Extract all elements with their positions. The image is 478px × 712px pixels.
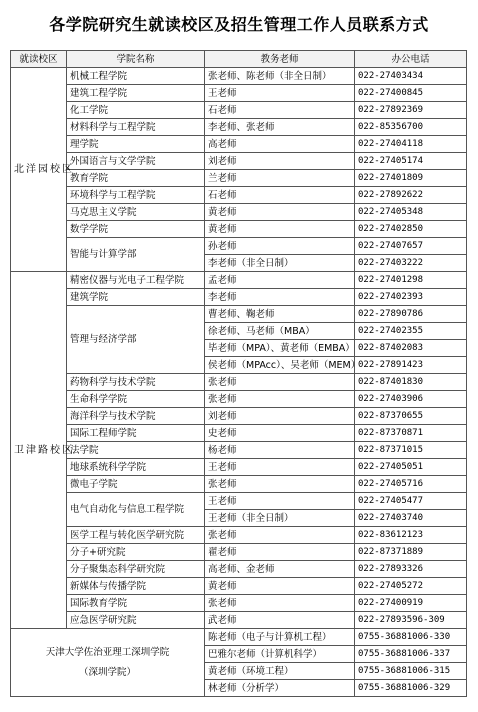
phone-cell: 022-27892622 xyxy=(355,187,467,204)
phone-cell: 022-27403434 xyxy=(355,68,467,85)
phone-cell: 022-27403906 xyxy=(355,391,467,408)
teacher-cell: 毕老师（MPA）、黄老师（EMBA） xyxy=(205,340,355,357)
teacher-cell: 王老师 xyxy=(205,85,355,102)
campus-subname: （深圳学院） xyxy=(78,666,136,678)
college-cell: 化工学院 xyxy=(67,102,205,119)
teacher-cell: 李老师 xyxy=(205,289,355,306)
teacher-cell: 林老师（分析学） xyxy=(205,680,355,697)
college-cell: 管理与经济学部 xyxy=(67,306,205,374)
college-cell: 环境科学与工程学院 xyxy=(67,187,205,204)
table-row xyxy=(11,459,467,476)
phone-cell: 022-27401298 xyxy=(355,272,467,289)
table-row xyxy=(11,629,467,646)
teacher-cell: 刘老师 xyxy=(205,153,355,170)
phone-cell: 022-87402083 xyxy=(355,340,467,357)
phone-cell: 022-27405716 xyxy=(355,476,467,493)
header-phone: 办公电话 xyxy=(355,51,467,68)
header-campus: 就读校区 xyxy=(11,51,67,68)
teacher-cell: 张老师 xyxy=(205,476,355,493)
phone-cell: 022-27403222 xyxy=(355,255,467,272)
phone-cell: 022-83612123 xyxy=(355,527,467,544)
teacher-cell: 史老师 xyxy=(205,425,355,442)
phone-cell: 022-27405272 xyxy=(355,578,467,595)
teacher-cell: 杨老师 xyxy=(205,442,355,459)
table-row xyxy=(11,187,467,204)
college-cell: 教育学院 xyxy=(67,170,205,187)
college-cell: 药物科学与技术学院 xyxy=(67,374,205,391)
teacher-cell: 高老师、金老师 xyxy=(205,561,355,578)
college-cell: 电气自动化与信息工程学院 xyxy=(67,493,205,527)
phone-cell: 022-27893326 xyxy=(355,561,467,578)
teacher-cell: 石老师 xyxy=(205,102,355,119)
phone-cell: 022-87401830 xyxy=(355,374,467,391)
phone-cell: 0755-36881006-329 xyxy=(355,680,467,697)
teacher-cell: 王老师 xyxy=(205,459,355,476)
table-body xyxy=(11,68,467,697)
teacher-cell: 黄老师 xyxy=(205,221,355,238)
phone-cell: 022-27892369 xyxy=(355,102,467,119)
phone-cell: 022-27403740 xyxy=(355,510,467,527)
college-cell: 医学工程与转化医学研究院 xyxy=(67,527,205,544)
college-cell: 材料科学与工程学院 xyxy=(67,119,205,136)
phone-cell: 022-27893596-309 xyxy=(355,612,467,629)
table-row xyxy=(11,425,467,442)
college-cell: 理学院 xyxy=(67,136,205,153)
teacher-cell: 陈老师（电子与计算机工程） xyxy=(205,629,355,646)
phone-cell: 0755-36881006-315 xyxy=(355,663,467,680)
college-cell: 马克思主义学院 xyxy=(67,204,205,221)
table-row xyxy=(11,272,467,289)
table-row xyxy=(11,544,467,561)
campus-name: 天津大学佐治亚理工深圳学院 xyxy=(45,646,170,658)
table-row xyxy=(11,408,467,425)
campus-cell xyxy=(11,629,205,697)
teacher-cell: 张老师、陈老师（非全日制） xyxy=(205,68,355,85)
teacher-cell: 李老师（非全日制） xyxy=(205,255,355,272)
teacher-cell: 黄老师 xyxy=(205,204,355,221)
college-cell: 建筑工程学院 xyxy=(67,85,205,102)
table-row xyxy=(11,527,467,544)
phone-cell: 022-27407657 xyxy=(355,238,467,255)
phone-cell: 022-27402393 xyxy=(355,289,467,306)
teacher-cell: 王老师（非全日制） xyxy=(205,510,355,527)
teacher-cell: 张老师 xyxy=(205,391,355,408)
table-row xyxy=(11,153,467,170)
teacher-cell: 兰老师 xyxy=(205,170,355,187)
table-row xyxy=(11,289,467,306)
college-cell: 数学学院 xyxy=(67,221,205,238)
phone-cell: 022-27402355 xyxy=(355,323,467,340)
teacher-cell: 张老师 xyxy=(205,374,355,391)
teacher-cell: 孙老师 xyxy=(205,238,355,255)
college-cell: 地球系统科学学院 xyxy=(67,459,205,476)
phone-cell: 022-27400919 xyxy=(355,595,467,612)
phone-cell: 022-27402850 xyxy=(355,221,467,238)
college-cell: 法学院 xyxy=(67,442,205,459)
table-row xyxy=(11,306,467,323)
phone-cell: 022-27405174 xyxy=(355,153,467,170)
table-row xyxy=(11,476,467,493)
teacher-cell: 王老师 xyxy=(205,493,355,510)
phone-cell: 022-27891423 xyxy=(355,357,467,374)
table-row xyxy=(11,221,467,238)
phone-cell: 022-27405348 xyxy=(355,204,467,221)
teacher-cell: 高老师 xyxy=(205,136,355,153)
college-cell: 国际教育学院 xyxy=(67,595,205,612)
phone-cell: 022-87370655 xyxy=(355,408,467,425)
table-row xyxy=(11,85,467,102)
teacher-cell: 巴雅尔老师（计算机科学） xyxy=(205,646,355,663)
college-cell: 建筑学院 xyxy=(67,289,205,306)
phone-cell: 022-87370871 xyxy=(355,425,467,442)
teacher-cell: 黄老师 xyxy=(205,578,355,595)
teacher-cell: 黄老师（环境工程） xyxy=(205,663,355,680)
college-cell: 外国语言与文学学院 xyxy=(67,153,205,170)
college-cell: 精密仪器与光电子工程学院 xyxy=(67,272,205,289)
teacher-cell: 侯老师（MPAcc）、吴老师（MEM） xyxy=(205,357,355,374)
table-row xyxy=(11,578,467,595)
teacher-cell: 石老师 xyxy=(205,187,355,204)
phone-cell: 022-87371889 xyxy=(355,544,467,561)
table-row xyxy=(11,374,467,391)
teacher-cell: 曹老师、鞠老师 xyxy=(205,306,355,323)
college-cell: 新媒体与传播学院 xyxy=(67,578,205,595)
college-cell: 分子聚集态科学研究院 xyxy=(67,561,205,578)
college-cell: 微电子学院 xyxy=(67,476,205,493)
table-row xyxy=(11,595,467,612)
table-row xyxy=(11,119,467,136)
college-cell: 智能与计算学部 xyxy=(67,238,205,272)
header-college: 学院名称 xyxy=(67,51,205,68)
phone-cell: 022-87371015 xyxy=(355,442,467,459)
college-cell: 生命科学学院 xyxy=(67,391,205,408)
teacher-cell: 张老师 xyxy=(205,595,355,612)
campus-cell: 卫津路校区 xyxy=(11,272,67,629)
contact-table xyxy=(10,50,467,697)
table-row xyxy=(11,204,467,221)
teacher-cell: 孟老师 xyxy=(205,272,355,289)
teacher-cell: 武老师 xyxy=(205,612,355,629)
table-row xyxy=(11,238,467,255)
table-row xyxy=(11,493,467,510)
phone-cell: 022-27400845 xyxy=(355,85,467,102)
table-row xyxy=(11,391,467,408)
college-cell: 国际工程师学院 xyxy=(67,425,205,442)
table-row xyxy=(11,102,467,119)
teacher-cell: 李老师、张老师 xyxy=(205,119,355,136)
campus-cell: 北洋园校区 xyxy=(11,68,67,272)
college-cell: 机械工程学院 xyxy=(67,68,205,85)
phone-cell: 022-27890786 xyxy=(355,306,467,323)
page-title: 各学院研究生就读校区及招生管理工作人员联系方式 xyxy=(49,15,429,34)
teacher-cell: 刘老师 xyxy=(205,408,355,425)
college-cell: 海洋科学与技术学院 xyxy=(67,408,205,425)
phone-cell: 0755-36881006-330 xyxy=(355,629,467,646)
table-row xyxy=(11,170,467,187)
table-row xyxy=(11,68,467,85)
teacher-cell: 张老师 xyxy=(205,527,355,544)
phone-cell: 022-27401809 xyxy=(355,170,467,187)
table-row xyxy=(11,442,467,459)
table-row xyxy=(11,136,467,153)
phone-cell: 022-85356700 xyxy=(355,119,467,136)
table-row xyxy=(11,561,467,578)
college-cell: 应急医学研究院 xyxy=(67,612,205,629)
header-teacher: 教务老师 xyxy=(205,51,355,68)
phone-cell: 022-27405477 xyxy=(355,493,467,510)
teacher-cell: 翟老师 xyxy=(205,544,355,561)
phone-cell: 022-27405051 xyxy=(355,459,467,476)
teacher-cell: 徐老师、马老师（MBA） xyxy=(205,323,355,340)
phone-cell: 022-27404118 xyxy=(355,136,467,153)
college-cell: 分子+研究院 xyxy=(67,544,205,561)
phone-cell: 0755-36881006-337 xyxy=(355,646,467,663)
table-row xyxy=(11,612,467,629)
header-row xyxy=(11,51,467,68)
